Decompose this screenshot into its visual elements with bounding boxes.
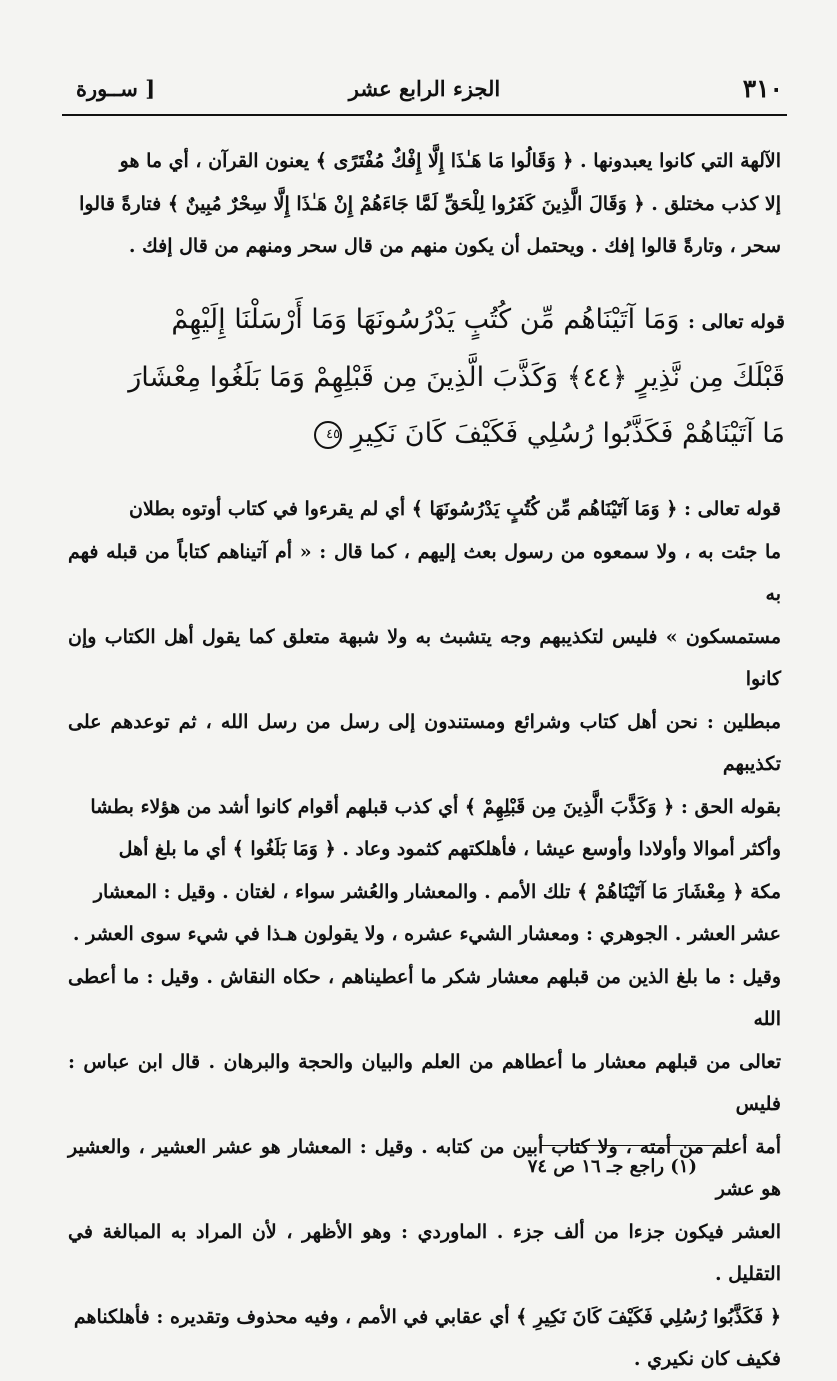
text-line: بقوله الحق : ﴿ وَكَذَّبَ الَّذِينَ مِن قَبْلِهِمْ ﴾ أي كذب قبلهم أقوام كانوا أشد من هؤلاء بطشا <box>90 795 781 818</box>
text-line: مبطلين : نحن أهل كتاب وشرائع ومستندون إلى رسل من رسل الله ، ثم توعدهم على تكذيبهم <box>68 710 781 775</box>
text-line: ﴿ فَكَذَّبُوا رُسُلِي فَكَيْفَ كَانَ نَكِيرِ ﴾ أي عقابي في الأمم ، وفيه محذوف وتقديره : فأهلكناهم <box>73 1305 781 1328</box>
header-rule <box>62 114 787 116</box>
intro-paragraph <box>68 140 781 268</box>
text-line: سحر ، وتارةً قالوا إفك . ويحتمل أن يكون منهم من قال سحر ومنهم من قال إفك . <box>128 235 781 257</box>
text-line: العشر فيكون جزءا من ألف جزء . الماوردي : وهو الأظهر ، لأن المراد به المبالغة في التقليل . <box>68 1220 781 1285</box>
text-line: مكة ﴿ مِعْشَارَ مَا آتَيْنَاهُمْ ﴾ تلك الأمم . والمعشار والعُشر سواء ، لغتان . وقيل : المعشار <box>93 880 781 903</box>
text-line: تعالى من قبلهم معشار ما أعطاهم من العلم والبيان والحجة والبرهان . قال ابن عباس : فليس <box>68 1050 781 1115</box>
text-line: ما جئت به ، ولا سمعوه من رسول بعث إليهم ، كما قال : « أم آتيناهم كتاباً من قبله فهم به <box>68 540 781 605</box>
text-line: مستمسكون » فليس لتكذيبهم وجه يتشبث به ولا شبهة متعلق كما يقول أهل الكتاب وإن كانوا <box>68 625 781 690</box>
verse-line-1 <box>62 292 785 350</box>
footnote-rule <box>540 1145 730 1146</box>
commentary <box>68 488 781 1381</box>
running-header <box>62 68 787 110</box>
text-line: إلا كذب مختلق . ﴿ وَقَالَ الَّذِينَ كَفَرُوا لِلْحَقِّ لَمَّا جَاءَهُمْ إِنْ هَـٰذَا إِلَّا سِحْرٌ مُبِينٌ ﴾ فتارةً قالوا <box>79 192 781 215</box>
verse-text: وَمَا آتَيْنَاهُم مِّن كُتُبٍ يَدْرُسُونَهَا وَمَا أَرْسَلْنَا إِلَيْهِمْ <box>171 304 680 335</box>
verse-text: مَا آتَيْنَاهُمْ فَكَذَّبُوا رُسُلِي فَكَيْفَ كَانَ نَكِيرِ <box>350 418 785 449</box>
footnote: (١) راجع جـ ١٦ ص ٧٤ <box>527 1156 697 1177</box>
verse-block <box>62 292 785 462</box>
sura-label: [ ســورة <box>76 76 156 101</box>
text-line: وأكثر أموالا وأولادا وأوسع عيشا ، فأهلكتهم كثمود وعاد . ﴿ وَمَا بَلَغُوا ﴾ أي ما بلغ أهل <box>118 838 781 860</box>
text-line: الآلهة التي كانوا يعبدونها . ﴿ وَقَالُوا مَا هَـٰذَا إِلَّا إِفْكٌ مُفْتَرًى ﴾ يعنون القرآن ، أي ما هو <box>119 150 781 172</box>
text-line: قوله تعالى : ﴿ وَمَا آتَيْنَاهُم مِّن كُتُبٍ يَدْرُسُونَهَا ﴾ أي لم يقرءوا في كتاب أوتوه بطلان <box>129 498 781 520</box>
text-line: عشر العشر . الجوهري : ومعشار الشيء عشره ، ولا يقولون هـذا في شيء سوى العشر . <box>72 923 781 945</box>
text-line: فكيف كان نكيري . <box>633 1348 781 1370</box>
verse-line-3 <box>62 406 785 462</box>
text-line: وقيل : ما بلغ الذين من قبلهم معشار شكر ما أعطيناهم ، حكاه النقاش . وقيل : ما أعطى الله <box>68 965 781 1030</box>
verse-line-2: قَبْلَكَ مِن نَّذِيرٍ ﴿٤٤﴾ وَكَذَّبَ الَّذِينَ مِن قَبْلِهِمْ وَمَا بَلَغُوا مِعْشَارَ <box>128 362 785 393</box>
part-title: الجزء الرابع عشر <box>348 76 501 101</box>
ayah-end-mark: ٤٥ <box>314 421 342 449</box>
verse-lead: قوله تعالى : <box>688 311 785 333</box>
text-line: أمة أعلم من أمته ، ولا كتاب أبين من كتابه . وقيل : المعشار هو عشر العشير ، والعشير هو عشر <box>68 1135 781 1200</box>
page-number: ٣١٠ <box>742 74 783 103</box>
